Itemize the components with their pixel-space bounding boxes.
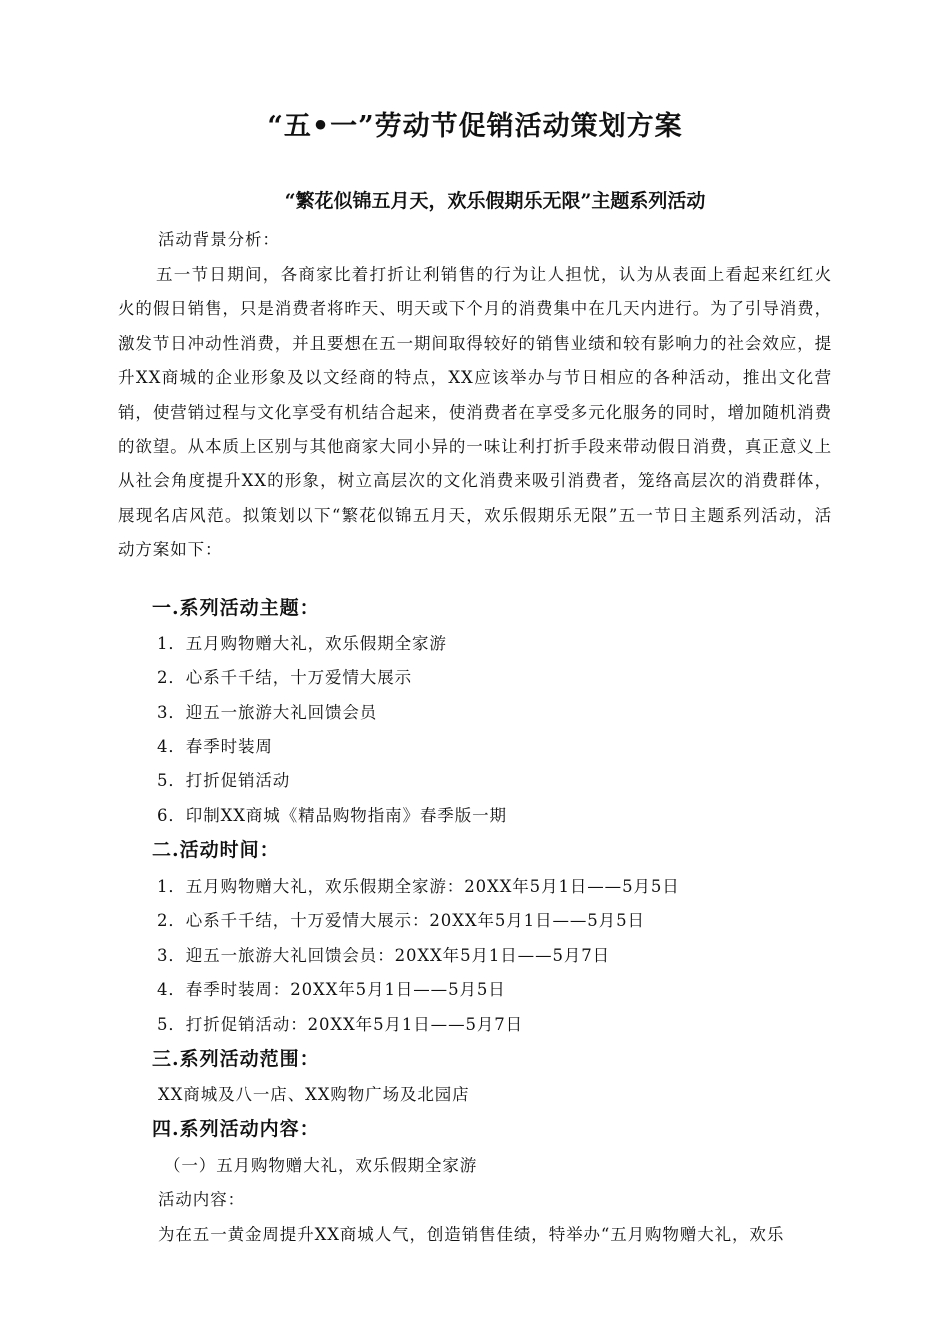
list-item: 3．迎五一旅游大礼回馈会员：20XX年5月1日——5月7日: [157, 946, 611, 965]
list-item: 4．春季时装周: [157, 737, 273, 756]
list-item: 2．心系千千结，十万爱情大展示：20XX年5月1日——5月5日: [157, 911, 645, 930]
document-title: “五•一”劳动节促销活动策划方案: [267, 111, 683, 142]
background-paragraph: 五一节日期间，各商家比着打折让利销售的行为让人担忧，认为从表面上看起来红红火火的假日销售，只是消费者将昨天、明天或下个月的消费集中在几天内进行。为了引导消费，激发节日冲动性消费，并且要想在五一期间取得较好的销售业绩和较有影响力的社会效应，提升XX商城的企业形象及以文经商的特点，XX应该举办与节日相应的各种活动，推出文化营销，使营销过程与文化享受有机结合起来，使消费者在享受多元化服务的同时，增加随机消费的欲望。从本质上区别与其他商家大同小异的一味让利打折手段来带动假日消费，真正意义上从社会角度提升XX的形象，树立高层次的文化消费来吸引消费者，笼络高层次的消费群体，展现名店风范。拟策划以下“繁花似锦五月天，欢乐假期乐无限”五一节日主题系列活动，活动方案如下：: [118, 265, 832, 560]
list-item: 4．春季时装周：20XX年5月1日——5月5日: [157, 980, 506, 999]
list-item: 3．迎五一旅游大礼回馈会员: [157, 703, 378, 722]
list-item: 5．打折促销活动: [157, 771, 291, 790]
background-label: 活动背景分析：: [158, 230, 280, 249]
list-item: 1．五月购物赠大礼，欢乐假期全家游: [157, 634, 447, 653]
list-item: 2．心系千千结，十万爱情大展示: [157, 668, 412, 687]
section3-heading: 三.系列活动范围：: [152, 1048, 320, 1070]
section2-heading: 二.活动时间：: [152, 839, 280, 861]
list-item: 1．五月购物赠大礼，欢乐假期全家游：20XX年5月1日——5月5日: [157, 877, 680, 896]
section1-heading: 一.系列活动主题：: [152, 597, 320, 619]
section4-heading: 四.系列活动内容：: [152, 1118, 320, 1140]
list-item: 6．印制XX商城《精品购物指南》春季版一期: [157, 806, 507, 825]
document-subtitle: “繁花似锦五月天，欢乐假期乐无限”主题系列活动: [284, 190, 706, 212]
section3-text: XX商城及八一店、XX购物广场及北园店: [158, 1085, 470, 1104]
content-label: 活动内容：: [158, 1190, 245, 1209]
list-item: 5．打折促销活动：20XX年5月1日——5月7日: [157, 1015, 524, 1034]
content-text: 为在五一黄金周提升XX商城人气，创造销售佳绩，特举办“五月购物赠大礼，欢乐: [158, 1225, 785, 1244]
section4-subheading: （一）五月购物赠大礼，欢乐假期全家游: [164, 1156, 478, 1175]
